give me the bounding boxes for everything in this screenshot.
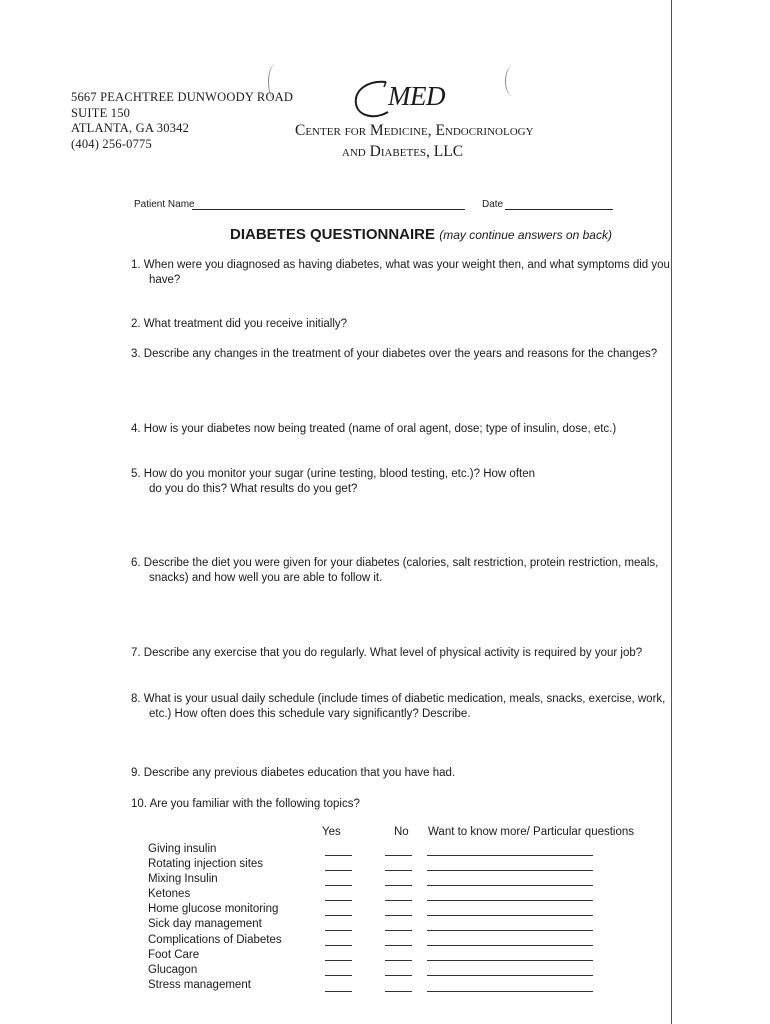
topics-list — [148, 842, 282, 993]
patient-name-label: Patient Name — [134, 199, 195, 210]
question-number: 6. — [131, 557, 141, 569]
yes-blank[interactable] — [325, 930, 352, 931]
question-text: snacks) and how well you are able to follow it. — [149, 572, 383, 584]
topic-item: Glucagon — [148, 963, 198, 976]
yes-blank[interactable] — [325, 855, 352, 856]
cmed-logo — [350, 78, 490, 118]
no-blank[interactable] — [385, 991, 412, 992]
question-number: 1. — [131, 259, 141, 271]
question-text: Describe any previous diabetes education that you have had. — [143, 767, 456, 779]
yes-blank[interactable] — [325, 960, 352, 961]
no-blank[interactable] — [385, 945, 412, 946]
center-name-line2: and Diabetes, LLC — [341, 143, 464, 160]
question-number: 8. — [131, 693, 141, 705]
center-name-line1: Center for Medicine, Endocrinology — [295, 122, 534, 139]
address-line: 5667 PEACHTREE DUNWOODY ROAD — [71, 90, 294, 104]
column-header-yes: Yes — [322, 826, 341, 838]
topic-item: Mixing Insulin — [148, 873, 218, 886]
no-blank[interactable] — [385, 930, 412, 931]
question-4 — [131, 422, 616, 437]
logo-text: MED — [388, 81, 445, 111]
question-text: How do you monitor your sugar (urine testing, blood testing, etc.)? How often — [143, 468, 535, 480]
address-line: SUITE 150 — [71, 105, 131, 120]
patient-name-field[interactable] — [192, 209, 465, 210]
column-header-want-to-know-more: Want to know more/ Particular questions — [428, 826, 635, 838]
address-line: (404) 256-0775 — [71, 136, 152, 151]
title-main: DIABETES QUESTIONNAIRE — [230, 226, 436, 243]
questionnaire-title — [230, 226, 612, 243]
yes-blank[interactable] — [325, 870, 352, 871]
question-text: What treatment did you receive initially? — [143, 318, 348, 330]
question-1 — [131, 258, 670, 288]
question-text: Describe the diet you were given for your diabetes (calories, salt restriction, protein restriction, meals, — [143, 557, 659, 569]
question-text: What is your usual daily schedule (include times of diabetic medication, meals, snacks, exercise, work, — [143, 693, 666, 705]
no-blank[interactable] — [385, 900, 412, 901]
address-line: ATLANTA, GA 30342 — [71, 121, 190, 135]
question-10 — [131, 797, 360, 812]
comments-blank[interactable] — [427, 960, 593, 961]
question-6 — [131, 556, 658, 586]
comments-blank[interactable] — [427, 945, 593, 946]
question-text: have? — [149, 274, 181, 286]
no-blank[interactable] — [385, 870, 412, 871]
topic-item: Sick day management — [148, 918, 262, 931]
question-7 — [131, 646, 642, 661]
hole-punch-mark-right — [505, 66, 520, 96]
question-text: do you do this? What results do you get? — [149, 483, 358, 495]
comments-blank[interactable] — [427, 885, 593, 886]
question-text: Describe any changes in the treatment of your diabetes over the years and reasons for the changes? — [143, 348, 658, 360]
no-blank[interactable] — [385, 855, 412, 856]
yes-blank[interactable] — [325, 975, 352, 976]
yes-blank[interactable] — [325, 900, 352, 901]
yes-blank[interactable] — [325, 915, 352, 916]
question-text: Are you familiar with the following topics? — [149, 798, 360, 810]
comments-blank[interactable] — [427, 930, 593, 931]
question-number: 2. — [131, 318, 141, 330]
yes-blank[interactable] — [325, 885, 352, 886]
question-number: 4. — [131, 423, 141, 435]
question-8 — [131, 692, 665, 722]
topic-item: Ketones — [148, 888, 191, 901]
topic-item: Home glucose monitoring — [148, 903, 279, 916]
column-header-no: No — [394, 826, 409, 838]
topic-item: Complications of Diabetes — [148, 933, 282, 946]
comments-blank[interactable] — [427, 855, 593, 856]
question-5 — [131, 467, 535, 497]
clinic-address — [71, 90, 293, 152]
comments-blank[interactable] — [427, 975, 593, 976]
question-text: When were you diagnosed as having diabetes, what was your weight then, and what symptoms did you — [143, 259, 670, 271]
yes-blank[interactable] — [325, 991, 352, 992]
topic-item: Stress management — [148, 978, 251, 991]
topic-item: Giving insulin — [148, 843, 217, 855]
question-text: etc.) How often does this schedule vary significantly? Describe. — [149, 708, 471, 720]
comments-blank[interactable] — [427, 870, 593, 871]
question-number: 7. — [131, 647, 141, 659]
comments-blank[interactable] — [427, 900, 593, 901]
question-9 — [131, 766, 455, 781]
no-blank[interactable] — [385, 960, 412, 961]
question-number: 10. — [131, 798, 147, 810]
question-number: 5. — [131, 468, 141, 480]
question-2 — [131, 317, 347, 332]
question-number: 3. — [131, 348, 141, 360]
comments-blank[interactable] — [427, 915, 593, 916]
yes-blank[interactable] — [325, 945, 352, 946]
no-blank[interactable] — [385, 885, 412, 886]
question-number: 9. — [131, 767, 141, 779]
title-subtitle: (may continue answers on back) — [439, 228, 612, 242]
no-blank[interactable] — [385, 915, 412, 916]
no-blank[interactable] — [385, 975, 412, 976]
comments-blank[interactable] — [427, 991, 593, 992]
topic-item: Rotating injection sites — [148, 858, 264, 871]
question-3 — [131, 347, 657, 362]
question-text: Describe any exercise that you do regularly. What level of physical activity is required by your job? — [143, 647, 643, 659]
topic-item: Foot Care — [148, 948, 200, 961]
date-field[interactable] — [505, 209, 613, 210]
scan-edge-line — [671, 0, 672, 1024]
question-text: How is your diabetes now being treated (name of oral agent, dose; type of insulin, dose, etc.) — [143, 423, 617, 435]
date-label: Date — [482, 199, 504, 210]
